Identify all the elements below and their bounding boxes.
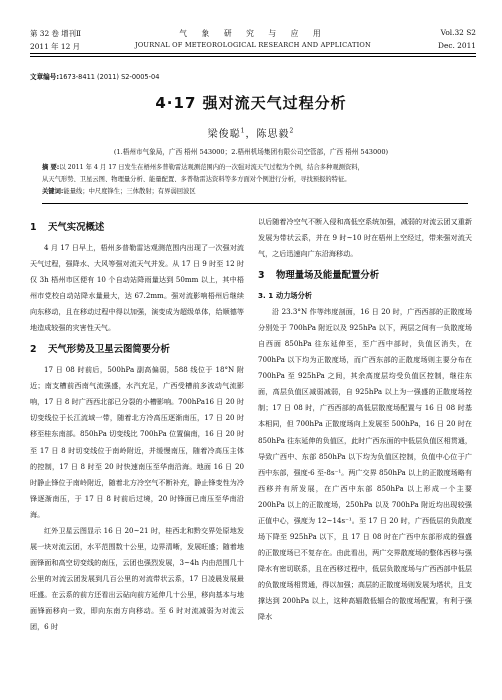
section-1-heading [30, 220, 244, 236]
affiliations: (1.梧州市气象局，广西 梧州 543000；2.梧州机场集团有限公司空管部，广西 梧州 543000) [113, 148, 389, 156]
running-header-top [30, 28, 476, 40]
header-rule-thick [30, 53, 476, 54]
abstract-line-2 [42, 174, 468, 186]
abstract-label: 摘 要: [42, 164, 60, 171]
subsection-3-1-heading [258, 288, 472, 304]
article-title: 4·17 强对流天气过程分析 [155, 94, 347, 112]
section-1-title: 天气实况概述 [48, 222, 105, 233]
left-column [30, 214, 244, 635]
article-number-label: 文章编号: [30, 73, 60, 81]
section-2-number: 2 [30, 344, 37, 356]
keywords-line [42, 186, 468, 198]
header-rule-thin [30, 56, 476, 57]
keywords-text: 能量线；中尺度锋生；三体散射；有界弱回波区 [63, 188, 196, 195]
article-number [30, 71, 159, 81]
author-1-affil-mark: 1 [240, 127, 246, 135]
volume-en: Vol.32 S2 [440, 28, 476, 37]
author-2: 陈思毅 [256, 129, 290, 140]
author-separator: ， [245, 129, 257, 140]
subsection-3-1-number: 3. 1 [258, 291, 274, 301]
section-3-number: 3 [258, 270, 265, 282]
keywords-label: 关键词: [42, 188, 64, 195]
issue-date-en: Dec. 2011 [438, 41, 476, 50]
right-column [258, 214, 472, 625]
section-2-paragraph-2: 红外卫星云图显示 16 日 20~21 时，桂西北和黔交界处原地发展一块对流云团，水平范围数十公里，边界清晰，发展旺盛；随着地面锋面和高空切变线的南压，云团也强烈发展，3~4h 内由范围几十公里的对流云团发展到几百公里的对流带状云系，17 日凌晨发展最旺盛。在云系的前方还看出云砧向前方延伸几十公里，移向基本与地面锋面移向一致，即向东南方向移动。至 6 时对流减弱为对流云团，6 时 [30, 525, 244, 632]
running-header-bottom [30, 41, 476, 53]
section-2-continued-paragraph: 以后随着冷空气不断入侵和高低空系统加强，减弱的对流云团又重新发展为带状云系，并在 9 时~10 时在梧州上空经过，带来强对流天气，之后迅速向广东沿海移动。 [258, 217, 472, 259]
abstract-text-2: 从天气形势、卫星云图、物理量分析、能量配置、多普勒雷达资料等多方面对个例进行分析，寻找预报的特征。 [42, 176, 351, 183]
section-2-heading [30, 342, 244, 358]
author-1: 梁俊聪 [207, 129, 241, 140]
journal-name-en: JOURNAL OF METEOROLOGICAL RESEARCH AND APPLICATION [134, 41, 372, 49]
subsection-3-1-paragraph: 沿 23.3°N 作等纬度剖面，16 日 20 时，广西西部的正散度场分别处于 700hPa 附近以及 925hPa 以下，两层之间有一负散度场自西面 850hPa 往东延伸至，至广西中部时，负值区消失，在 700hPa 以下均为正散度场，而广西东部的正散度场则主要分布在 700hPa 至 925hPa 之间，其余高度层均受负值区控制，继往东面，高层负值区减弱减弱，自 925hPa 以上为一强盛的正散度场控制；17 日 08 时，广西西部的高低层散度场配置与 16 日 08 时基本相同，但 700hPa 正散度场向上发展至 500hPa，16 日 20 时在 850hPa 往东延伸的负值区，此时广西东面的中低层负值区相贯通，导致广西中、东部 850hPa 以下均为负值区控制，负值中心位于广西中东部，强度-6 至-8s⁻¹。两广交界 850hPa 以上的正散度场略有西移并有所发展，在广西中东部 850hPa 以上形成一个主要 200hPa 以上的正散度场，250hPa 以及 700hPa 附近均出现较强正值中心，强度为 12~14s⁻¹。至 17 日 20 时，广西低层的负散度场下降至 925hPa 以下，且 17 日 08 时在广西中东部形成的强盛的正散度场已不复存在。由此看出，两广交界散度场的整体西移与强降水有密切联系，且在西移过程中，低层负散度场与广西西部中低层的负散度场相贯通，得以加强；高层的正散度场则发展为塔状，且支撑达到 200hPa 以上，这种高辐散低辐合的散度场配置，有利于强降水 [258, 307, 472, 622]
abstract-rule [42, 203, 468, 204]
issue-date: 2011 年 12 月 [30, 42, 81, 51]
author-list [0, 125, 502, 140]
volume-issue: 第 32 卷 增刊Ⅱ [30, 29, 82, 38]
author-2-affil-mark: 2 [289, 127, 295, 135]
journal-name-cn: 气 象 研 究 与 应 用 [179, 29, 327, 38]
subsection-3-1-title: 动力场分析 [276, 291, 312, 301]
abstract-line-1 [42, 162, 468, 174]
section-2-title: 天气形势及卫星云图简要分析 [48, 344, 170, 356]
section-3-title: 物理量场及能量配置分析 [276, 270, 380, 282]
section-2-paragraph-1: 17 日 08 时前后，500hPa 副高偏弱，588 线位于 18°N 附近；南支槽前西南气流强盛，水汽充足，广西受槽前多波动气流影响，17 日 8 时广西西北部已分裂的小槽影响。700hPa16 日 20 时切变线位于长江流域一带，随着北方冷高压逐渐南压，17 日 20 时移至桂东南部。850hPa 切变线比 700hPa 位置偏南，16 日 20 时至 17 日 8 时切变线位于南岭附近，并缓慢南压，随着冷高压主体的控制，17 日 8 时至 20 时快速南压至华南沿海。地面 16 日 20 时静止锋位于南岭附近，随着北方冷空气不断补充，静止锋变性为冷锋逐渐南压，于 17 日 8 时前后过境，20 时锋面已南压至华南沿海。 [30, 365, 244, 519]
section-3-heading [258, 268, 472, 284]
article-number-value: 1673-8411 (2011) S2-0005-04 [59, 73, 160, 81]
abstract-text-1: 以 2011 年 4 月 17 日发生在梧州多普勒雷达观测范围内的一次强对流天气过程为个例，结合多种观测资料， [59, 164, 364, 171]
section-1-paragraph: 4 月 17 日早上，梧州多普勒雷达观测范围内出现了一次强对流天气过程，强降水、大风等强对流天气并发。从 17 日 9 时至 12 时仅 3h 梧州市区便有 10 个自动站降雨量达到 50mm 以上，其中梧州市党校自动站降水量最大，达 67.2mm。强对流影响梧州后继续向东移动，且在移动过程中得以加强，演变成为超级单体，给顺德等地造成较强的灾害性天气。 [30, 243, 244, 333]
section-1-number: 1 [30, 222, 37, 233]
